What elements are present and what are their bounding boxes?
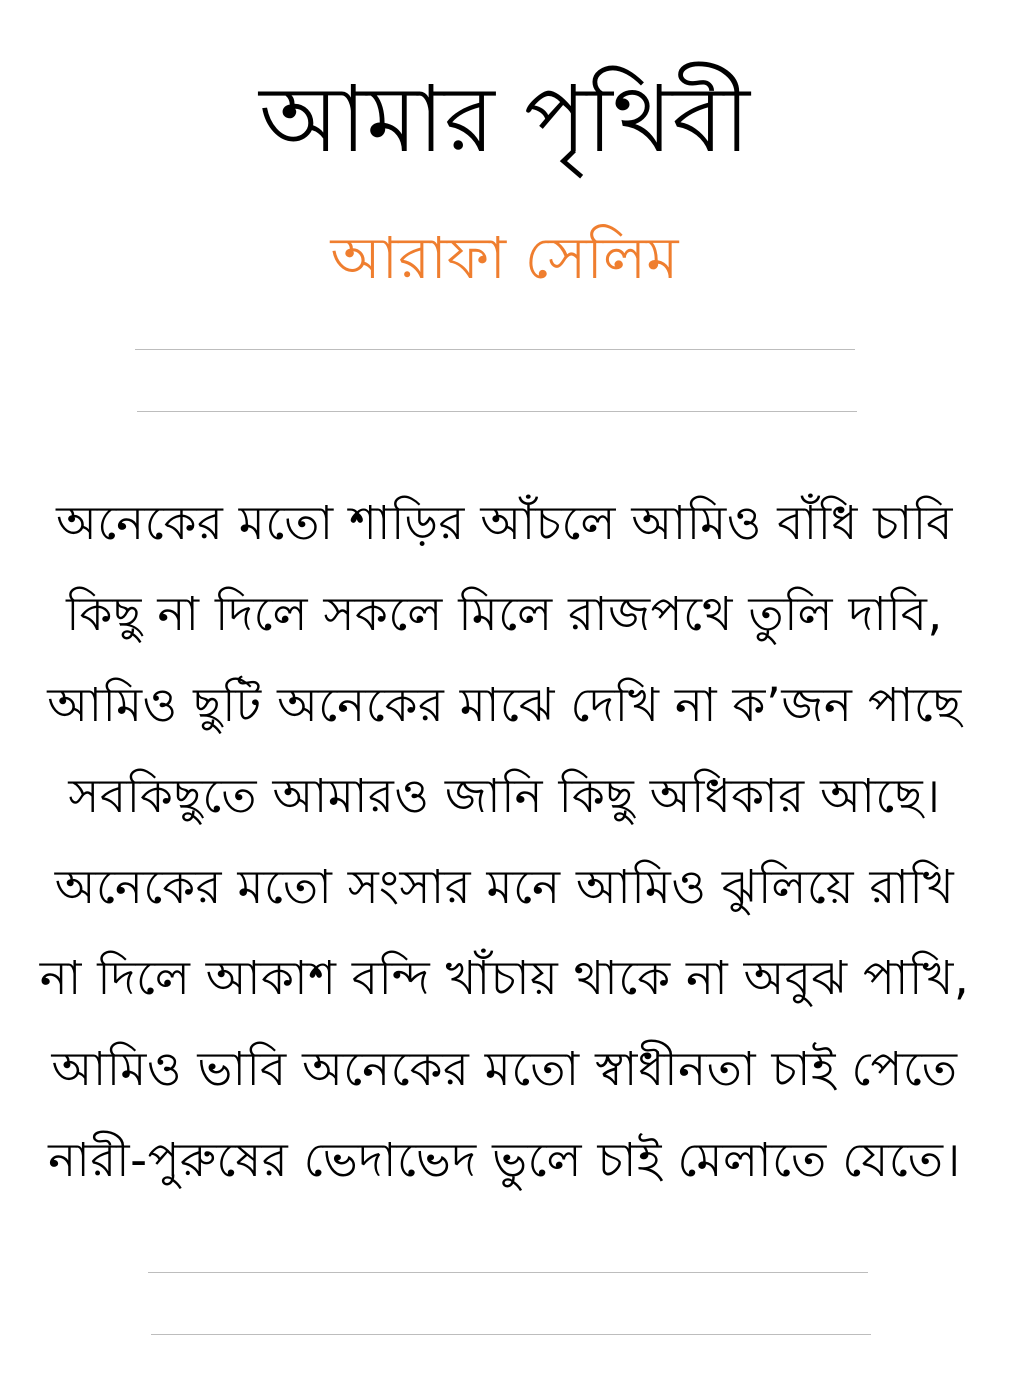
poem-title: আমার পৃথিবী (259, 66, 750, 173)
poem-line: নারী-পুরুষের ভেদাভেদ ভুলে চাই মেলাতে যেতে। (48, 1133, 961, 1188)
poem-line: অনেকের মতো শাড়ির আঁচলে আমিও বাঁধি চাবি (56, 496, 953, 551)
divider-top-2 (137, 411, 857, 412)
divider-bottom-2 (151, 1334, 871, 1335)
poem-line: অনেকের মতো সংসার মনে আমিও ঝুলিয়ে রাখি (54, 860, 955, 915)
poem-line: কিছু না দিলে সকলে মিলে রাজপথে তুলি দাবি, (66, 587, 943, 642)
author-name: আরাফা সেলিম (330, 224, 679, 292)
poem-line: আমিও ছুটি অনেকের মাঝে দেখি না ক’জন পাছে (47, 678, 962, 733)
divider-bottom-1 (148, 1272, 868, 1273)
poem-line: না দিলে আকাশ বন্দি খাঁচায় থাকে না অবুঝ পাখি, (39, 951, 970, 1006)
poem-line: সবকিছুতে আমারও জানি কিছু অধিকার আছে। (68, 769, 941, 824)
poem-line: আমিও ভাবি অনেকের মতো স্বাধীনতা চাই পেতে (51, 1042, 958, 1097)
poem-body (0, 478, 1009, 1206)
divider-top-1 (135, 349, 855, 350)
